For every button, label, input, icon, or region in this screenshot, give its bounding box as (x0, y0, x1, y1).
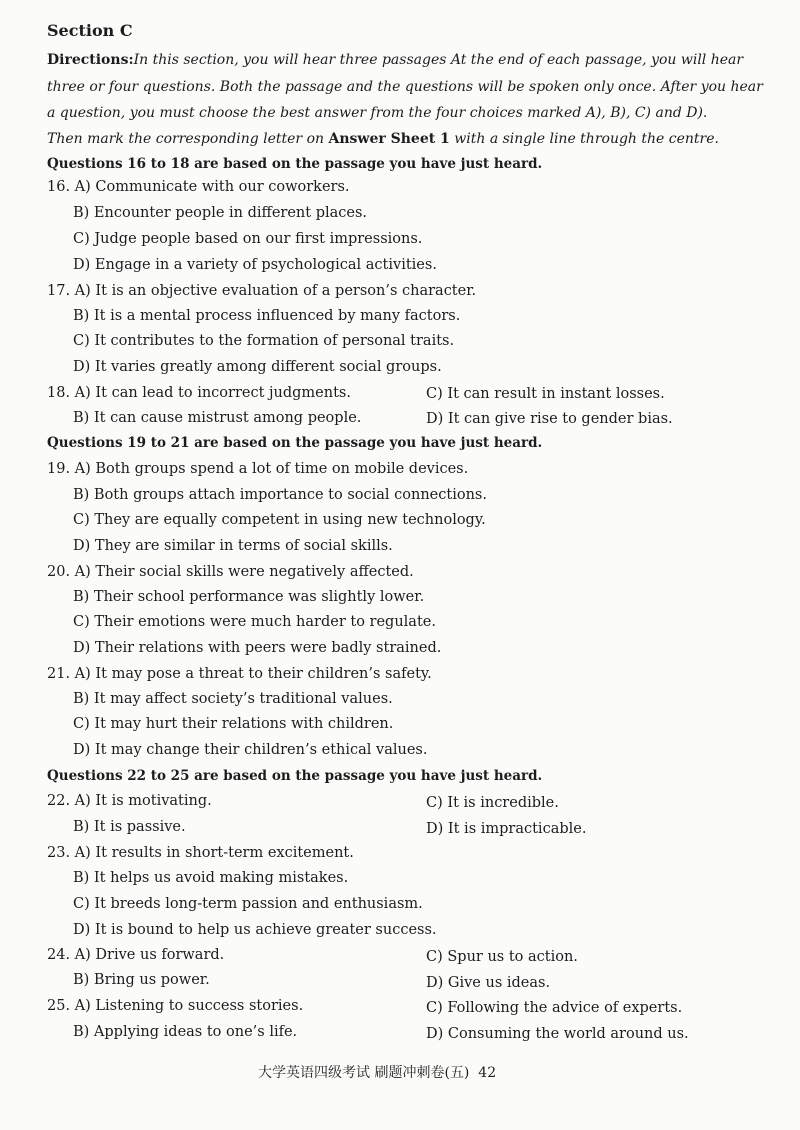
q22-option-c: C) It is incredible. (426, 795, 559, 811)
directions-text-1: In this section, you will hear three passages At the end of each passage, you will hear (133, 52, 744, 68)
q19-option-c: C) They are equally competent in using new technology. (73, 512, 486, 528)
directions-text-4a: Then mark the corresponding letter on (47, 131, 329, 147)
q18-option-a: 18. A) It can lead to incorrect judgments. (47, 385, 351, 401)
q17-option-b: B) It is a mental process influenced by many factors. (73, 308, 461, 324)
q20-option-d: D) Their relations with peers were badly strained. (73, 640, 442, 656)
q19-option-b: B) Both groups attach importance to social connections. (73, 487, 487, 503)
page-number: 42 (478, 1065, 497, 1081)
q22-option-d: D) It is impracticable. (426, 821, 587, 837)
q23-option-b: B) It helps us avoid making mistakes. (73, 870, 349, 886)
q16-option-d: D) Engage in a variety of psychological activities. (73, 257, 437, 273)
directions-line-1 (47, 51, 743, 69)
q20-option-c: C) Their emotions were much harder to regulate. (73, 614, 436, 630)
group-heading-19-21: Questions 19 to 21 are based on the passage you have just heard. (47, 435, 543, 451)
q20-option-a: 20. A) Their social skills were negatively affected. (47, 564, 414, 580)
directions-label: Directions: (47, 52, 134, 68)
section-title: Section C (47, 21, 133, 40)
q23-option-a: 23. A) It results in short-term excitement. (47, 845, 354, 861)
directions-line-3: a question, you must choose the best answer from the four choices marked A), B), C) and D). (47, 105, 708, 121)
q21-option-d: D) It may change their children’s ethical values. (73, 742, 428, 758)
q16-option-c: C) Judge people based on our first impressions. (73, 231, 423, 247)
group-heading-16-18: Questions 16 to 18 are based on the passage you have just heard. (47, 156, 543, 172)
q24-option-d: D) Give us ideas. (426, 975, 551, 991)
directions-line-2: three or four questions. Both the passage and the questions will be spoken only once. After you hear (47, 79, 763, 95)
q25-option-b: B) Applying ideas to one’s life. (73, 1024, 298, 1040)
q17-option-c: C) It contributes to the formation of personal traits. (73, 333, 455, 349)
footer-title: 大学英语四级考试 刷题冲刺卷(五) (258, 1065, 470, 1081)
q16-option-a: 16. A) Communicate with our coworkers. (47, 179, 350, 195)
group-heading-22-25: Questions 22 to 25 are based on the passage you have just heard. (47, 768, 543, 784)
q25-option-d: D) Consuming the world around us. (426, 1026, 689, 1042)
q17-option-a: 17. A) It is an objective evaluation of a person’s character. (47, 283, 477, 299)
q21-option-a: 21. A) It may pose a threat to their children’s safety. (47, 666, 432, 682)
q25-option-c: C) Following the advice of experts. (426, 1000, 683, 1016)
q18-option-c: C) It can result in instant losses. (426, 386, 665, 402)
q23-option-c: C) It breeds long-term passion and enthusiasm. (73, 896, 423, 912)
q19-option-a: 19. A) Both groups spend a lot of time on mobile devices. (47, 461, 469, 477)
q24-option-c: C) Spur us to action. (426, 949, 578, 965)
q20-option-b: B) Their school performance was slightly lower. (73, 589, 425, 605)
q22-option-a: 22. A) It is motivating. (47, 793, 212, 809)
q19-option-d: D) They are similar in terms of social skills. (73, 538, 393, 554)
q21-option-b: B) It may affect society’s traditional values. (73, 691, 393, 707)
page-footer (258, 1064, 496, 1082)
q16-option-b: B) Encounter people in different places. (73, 205, 368, 221)
q18-option-d: D) It can give rise to gender bias. (426, 411, 673, 427)
q18-option-b: B) It can cause mistrust among people. (73, 410, 362, 426)
q25-option-a: 25. A) Listening to success stories. (47, 998, 304, 1014)
directions-line-4 (47, 130, 719, 148)
q17-option-d: D) It varies greatly among different social groups. (73, 359, 442, 375)
q22-option-b: B) It is passive. (73, 819, 186, 835)
directions-text-4c: with a single line through the centre. (449, 131, 719, 147)
q21-option-c: C) It may hurt their relations with children. (73, 716, 394, 732)
q23-option-d: D) It is bound to help us achieve greater success. (73, 922, 437, 938)
q24-option-b: B) Bring us power. (73, 972, 210, 988)
q24-option-a: 24. A) Drive us forward. (47, 947, 225, 963)
answer-sheet-label: Answer Sheet 1 (328, 131, 450, 147)
